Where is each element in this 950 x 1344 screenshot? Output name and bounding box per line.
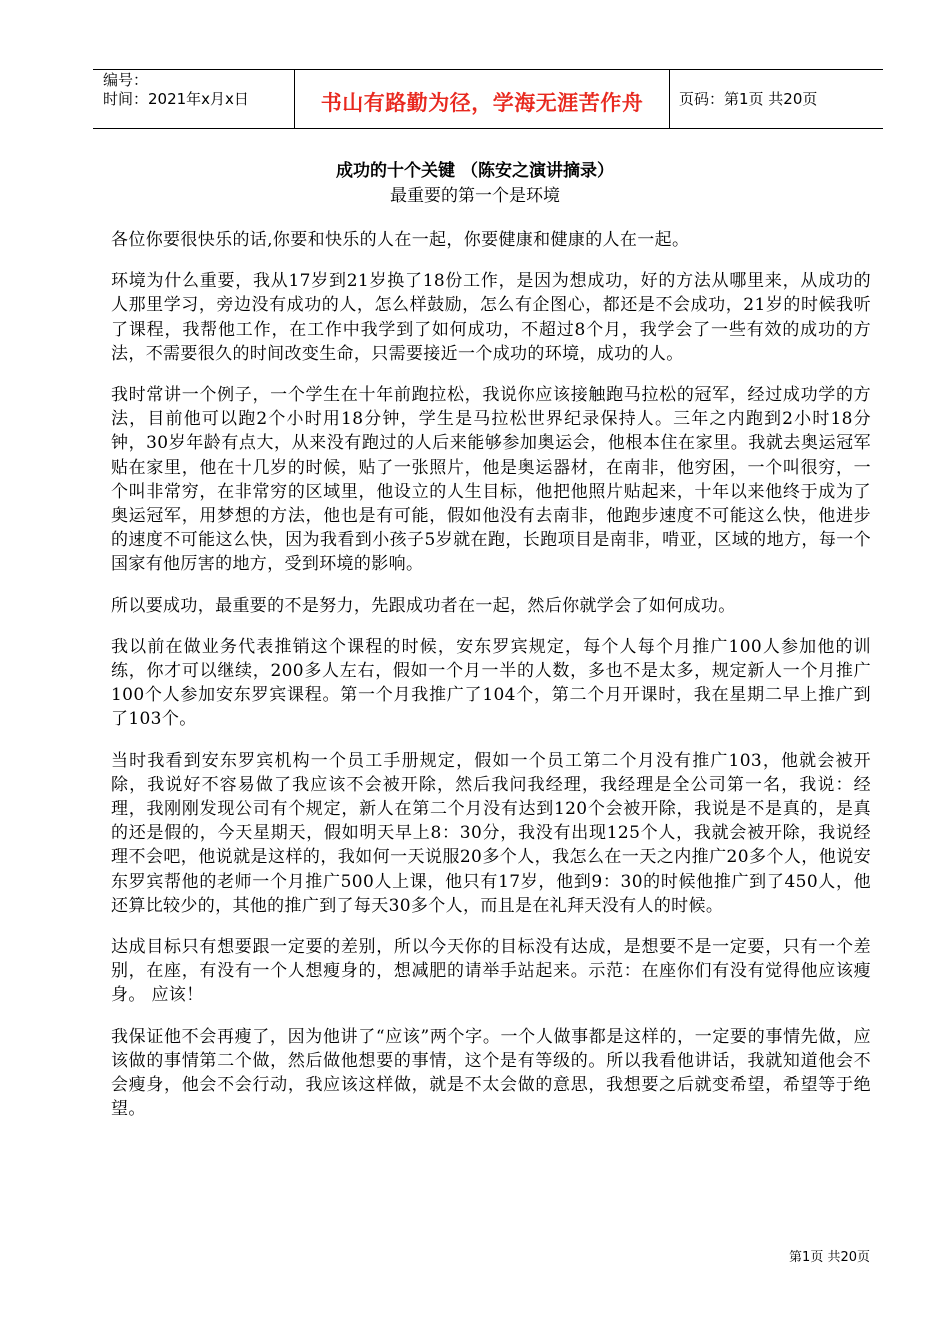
paragraph: 达成目标只有想要跟一定要的差别，所以今天你的目标没有达成，是想要不是一定要，只有一个差别，在座，有没有一个人想瘦身的，想减肥的请举手站起来。示范：在座你们有没有觉得他应该瘦身。 应该！ <box>111 937 871 1006</box>
paragraph: 所以要成功，最重要的不是努力，先跟成功者在一起，然后你就学会了如何成功。 <box>111 595 736 616</box>
document-subtitle: 最重要的第一个是环境 <box>390 186 560 206</box>
page-footer-number: 第1页 共20页 <box>789 1250 870 1265</box>
header-page-number: 页码：第1页 共20页 <box>679 90 818 108</box>
paragraph: 我保证他不会再瘦了，因为他讲了“应该”两个字。一个人做事都是这样的，一定要的事情先做，应该做的事情第二个做，然后做他想要的事情，这个是有等级的。所以我看他讲话，我就知道他会不会瘦身，他会不会行动，我应该这样做，就是不太会做的意思，我想要之后就变希望，希望等于绝望。 <box>111 1026 871 1120</box>
paragraph: 我时常讲一个例子，一个学生在十年前跑拉松，我说你应该接触跑马拉松的冠军，经过成功学的方法，目前他可以跑2个小时用18分钟，学生是马拉松世界纪录保持人。三年之内跑到2小时18分钟，30岁年龄有点大，从来没有跑过的人后来能够参加奥运会，他根本住在家里。我就去奥运冠军贴在家里，他在十几岁的时候，贴了一张照片，他是奥运器材，在南非，他穷困，一个叫很穷，一个叫非常穷，在非常穷的区域里，他设立的人生目标，他把他照片贴起来，十年以来他终于成为了奥运冠军，用梦想的方法，他也是有可能，假如他没有去南非，他跑步速度不可能这么快，他进步的速度不可能这么快，因为我看到小孩子5岁就在跑，长跑项目是南非，啃亚，区域的地方，每一个国家有他厉害的地方，受到环境的影响。 <box>111 385 871 575</box>
header-divider <box>669 70 670 128</box>
paragraph: 各位你要很快乐的话,你要和快乐的人在一起，你要健康和健康的人在一起。 <box>111 230 690 250</box>
paragraph: 环境为什么重要，我从17岁到21岁换了18份工作，是因为想成功，好的方法从哪里来，从成功的人那里学习，旁边没有成功的人，怎么样鼓励，怎么有企图心，都还是不会成功，21岁的时候我听了课程，我帮他工作，在工作中我学到了如何成功，不超过8个月，我学会了一些有效的成功的方法，不需要很久的时间改变生命，只需要接近一个成功的环境，成功的人。 <box>111 271 871 364</box>
document-body <box>111 228 871 1139</box>
document-title: 成功的十个关键 （陈安之演讲摘录） <box>336 161 614 181</box>
serial-number-label: 编号： <box>103 71 149 89</box>
date-label: 时间：2021年x月x日 <box>103 90 249 108</box>
paragraph: 我以前在做业务代表推销这个课程的时候，安东罗宾规定，每个人每个月推广100人参加他的训练，你才可以继续，200多人左右，假如一个月一半的人数，多也不是太多，规定新人一个月推广100个人参加安东罗宾课程。第一个月我推广了104个，第二个月开课时，我在星期二早上推广到了103个。 <box>111 636 871 730</box>
header-info <box>103 71 249 109</box>
header-motto: 书山有路勤为径，学海无涯苦作舟 <box>320 91 644 115</box>
paragraph: 当时我看到安东罗宾机构一个员工手册规定，假如一个员工第二个月没有推广103，他就会被开除，我说好不容易做了我应该不会被开除，然后我问我经理，我经理是全公司第一名，我说：经理，我刚刚发现公司有个规定，新人在第二个月没有达到120个会被开除，我说是不是真的，是真的还是假的，今天星期天，假如明天早上8：30分，我没有出现125个人，我就会被开除，我说经理不会吧，他说就是这样的，我如何一天说服20多个人，我怎么在一天之内推广20多个人，他说安东罗宾帮他的老师一个月推广500人上课，他只有17岁，他到9：30的时候他推广到了450人，他还算比较少的，其他的推广到了每天30多个人，而且是在礼拜天没有人的时候。 <box>111 750 871 916</box>
page-header <box>93 69 883 129</box>
